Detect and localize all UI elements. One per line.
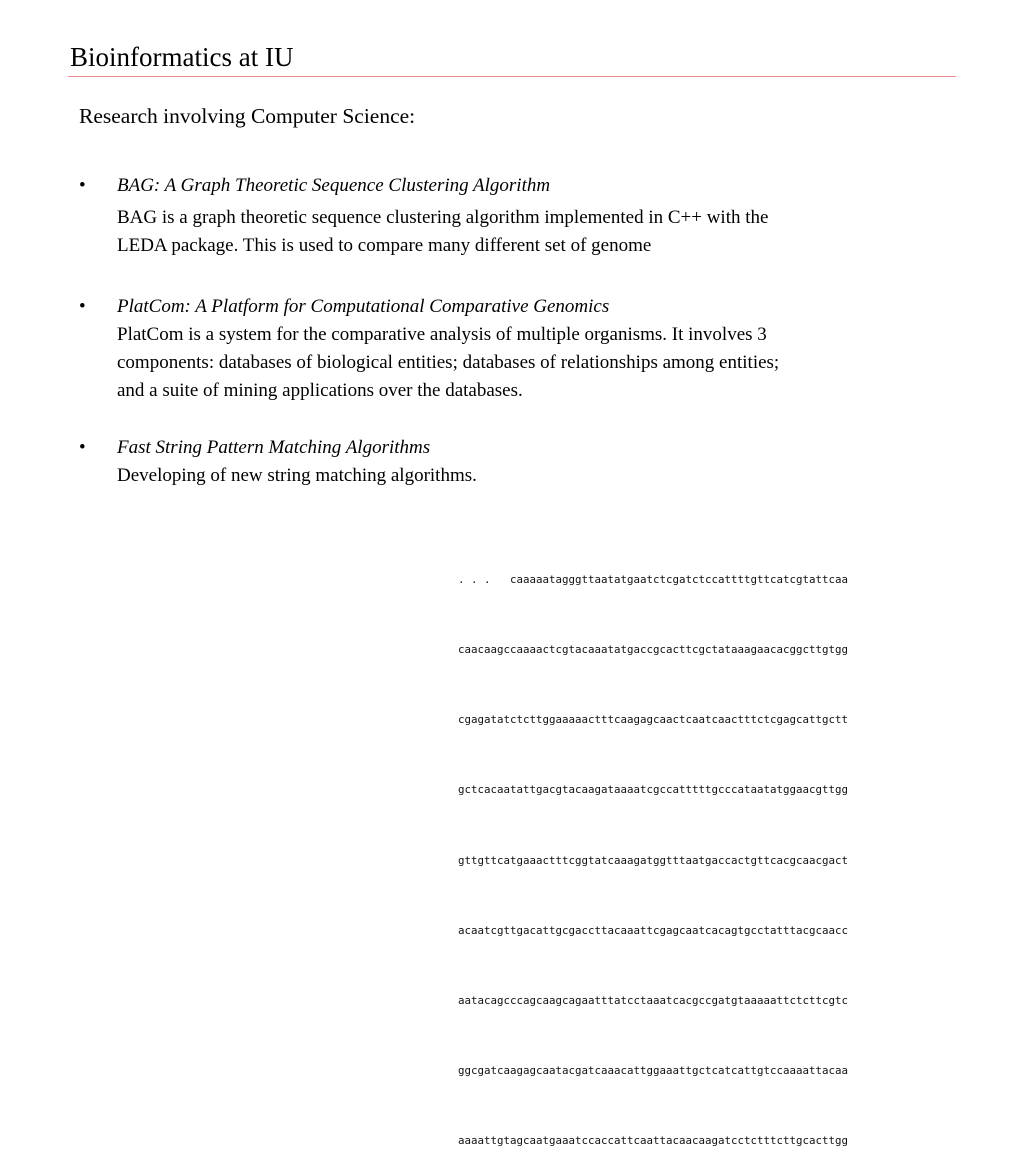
- bullet-description-line: LEDA package. This is used to compare many different set of genome: [117, 235, 652, 256]
- title-divider: [68, 76, 956, 77]
- bullet-dot-icon: •: [79, 437, 86, 458]
- bullet-body: [117, 293, 937, 405]
- dna-sequence-line: caacaagccaaaactcgtacaaatatgaccgcacttcgctataaagaacacggcttgtgg: [458, 643, 849, 657]
- bullet-description-line: BAG is a graph theoretic sequence clustering algorithm implemented in C++ with the: [117, 207, 769, 228]
- bullet-description-line: and a suite of mining applications over the databases.: [117, 380, 523, 401]
- bullet-heading: Fast String Pattern Matching Algorithms: [117, 437, 431, 458]
- dna-sequence-line: gttgttcatgaaactttcggtatcaaagatggtttaatgaccactgttcacgcaacgact: [458, 853, 849, 867]
- bullet-body: [117, 434, 937, 490]
- dna-sequence-line: aaaattgtagcaatgaaatccaccattcaattacaacaagatcctctttcttgcacttgg: [458, 1134, 849, 1148]
- intro-heading: Research involving Computer Science:: [79, 104, 416, 128]
- bullet-description-line: Developing of new string matching algorithms.: [117, 465, 477, 486]
- bullet-description-line: PlatCom is a system for the comparative analysis of multiple organisms. It involves 3: [117, 324, 767, 345]
- dna-sequence-line: gctcacaatattgacgtacaagataaaatcgccatttttgcccataatatggaacgttgg: [458, 783, 849, 797]
- bullet-description-line: components: databases of biological entities; databases of relationships among entities;: [117, 352, 780, 373]
- bullet-heading: PlatCom: A Platform for Computational Comparative Genomics: [117, 296, 610, 317]
- dna-sequence-line: . . . caaaaatagggttaatatgaatctcgatctccattttgttcatcgtattcaa: [458, 572, 849, 586]
- bullet-dot-icon: •: [79, 175, 86, 196]
- bullet-dot-icon: •: [79, 296, 86, 317]
- dna-sequence-line: ggcgatcaagagcaatacgatcaaacattggaaattgctcatcattgtccaaaattacaa: [458, 1064, 849, 1078]
- dna-sequence-image: [458, 521, 978, 1148]
- dna-sequence-line: cgagatatctcttggaaaaactttcaagagcaactcaatcaactttctcgagcattgctt: [458, 713, 849, 727]
- dna-sequence-line: acaatcgttgacattgcgaccttacaaattcgagcaatcacagtgcctatttacgcaacc: [458, 923, 849, 937]
- dna-sequence-line: aatacagcccagcaagcagaatttatcctaaatcacgccgatgtaaaaattctcttcgtc: [458, 994, 849, 1008]
- slide-title: Bioinformatics at IU: [70, 42, 294, 72]
- bullet-heading: BAG: A Graph Theoretic Sequence Clustering Algorithm: [117, 175, 551, 196]
- bullet-body: [117, 172, 937, 260]
